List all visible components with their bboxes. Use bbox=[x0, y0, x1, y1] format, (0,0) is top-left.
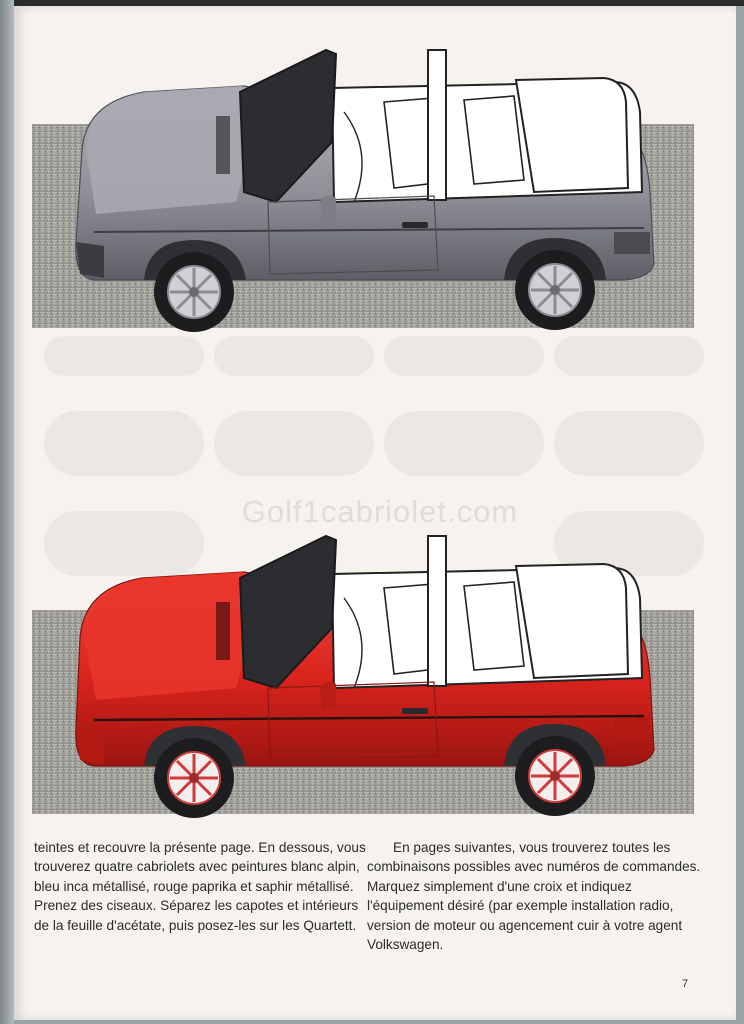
watermark-text: Golf1cabriolet.com bbox=[241, 494, 519, 529]
brochure-page bbox=[14, 6, 736, 1020]
page-number: 7 bbox=[682, 978, 689, 990]
ghost-shape bbox=[214, 336, 374, 376]
ghost-shape bbox=[384, 411, 544, 476]
car-photo-top bbox=[14, 42, 736, 332]
rear-wheel-top bbox=[515, 250, 595, 330]
binding-edge bbox=[0, 0, 14, 1024]
front-wheel-top bbox=[154, 252, 234, 332]
front-wheel-bottom bbox=[154, 738, 234, 818]
cabriolet-illustration-grey bbox=[14, 42, 736, 332]
ghost-shape bbox=[554, 336, 704, 376]
cabriolet-illustration-red bbox=[14, 528, 736, 818]
body-text-right: En pages suivantes, vous trouverez toutes les combinaisons possibles avec numéros de commandes. Marquez simplement d'une croix et indiquez l'équipement désiré (par exemple installation radio, version de moteur ou agencement cuir à votre agent Volkswagen. bbox=[367, 840, 701, 953]
body-text-left: teintes et recouvre la présente page. En dessous, vous trouverez quatre cabriolets avec peintures blanc alpin, bleu inca métallisé, rouge paprika et saphir métallisé. Prenez des ciseaux. Séparez les capotes et intérieurs de la feuille d'acétate, puis posez-les sur les Quartett. bbox=[34, 840, 366, 933]
ghost-shape bbox=[384, 336, 544, 376]
ghost-shape bbox=[44, 411, 204, 476]
car-photo-bottom bbox=[14, 528, 736, 818]
ghost-shape bbox=[554, 411, 704, 476]
rear-wheel-bottom bbox=[515, 736, 595, 816]
ghost-shape bbox=[44, 336, 204, 376]
ghost-shape bbox=[214, 411, 374, 476]
